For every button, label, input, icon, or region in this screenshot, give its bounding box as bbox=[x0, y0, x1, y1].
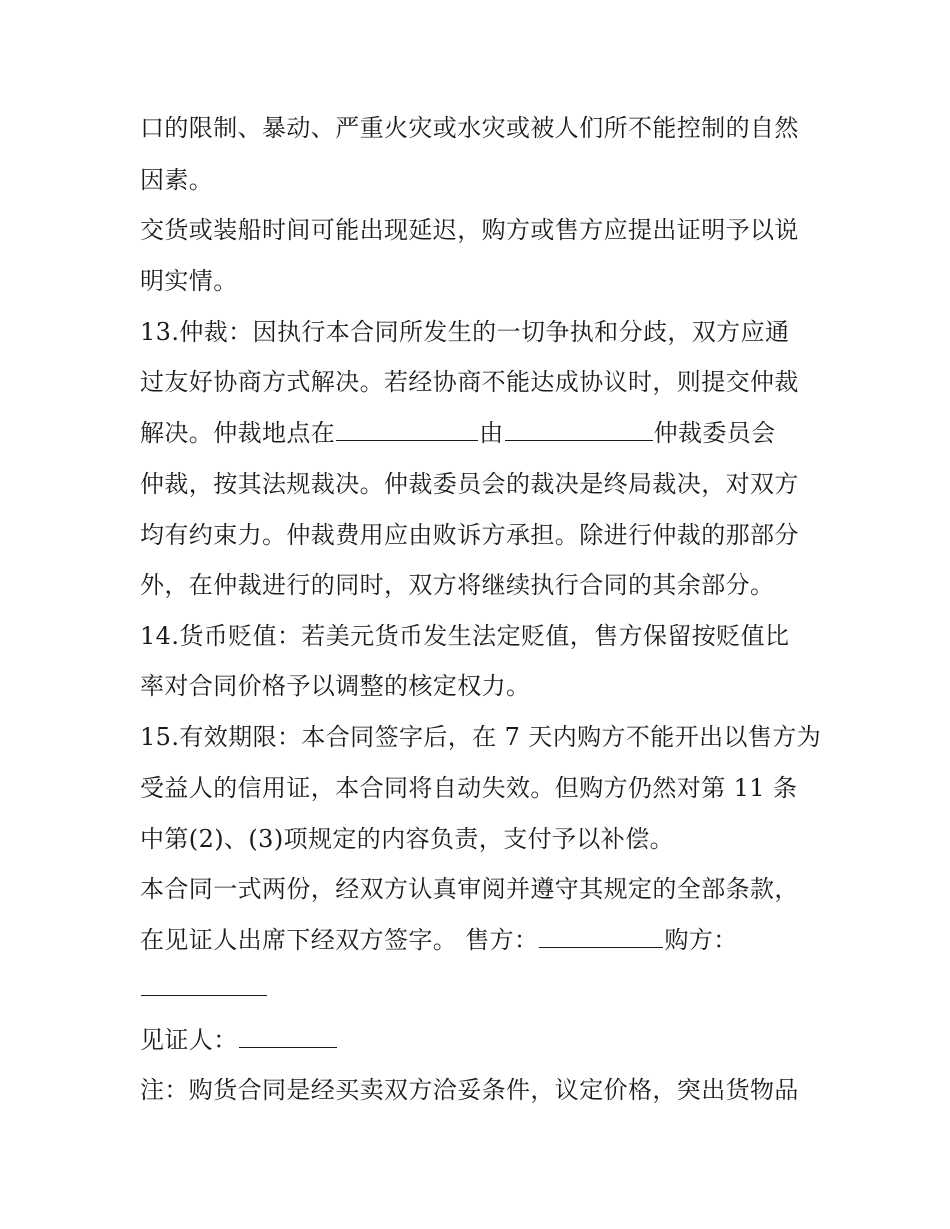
text-line: 因素。 bbox=[140, 166, 214, 194]
text-line: 过友好协商方式解决。若经协商不能达成协议时，则提交仲裁 bbox=[140, 368, 799, 396]
arbitration-place-line bbox=[140, 417, 776, 449]
text-line: 外，在仲裁进行的同时，双方将继续执行合同的其余部分。 bbox=[140, 571, 775, 599]
witness-label: 见证人： bbox=[140, 1026, 238, 1054]
witness-signature-blank[interactable] bbox=[239, 1025, 337, 1048]
text-line: 15.有效期限：本合同签字后，在 7 天内购方不能开出以售方为 bbox=[140, 723, 822, 751]
seller-label: 在见证人出席下经双方签字。 售方： bbox=[140, 926, 539, 954]
text-line: 率对合同价格予以调整的核定权力。 bbox=[140, 672, 531, 700]
text-line: 本合同一式两份，经双方认真审阅并遵守其规定的全部条款， bbox=[140, 875, 799, 903]
witness-line bbox=[140, 1024, 338, 1056]
text-segment: 由 bbox=[479, 419, 504, 447]
text-line: 交货或装船时间可能出现延迟，购方或售方应提出证明予以说 bbox=[140, 216, 799, 244]
text-line: 中第(2)、(3)项规定的内容负责，支付予以补偿。 bbox=[140, 825, 674, 853]
text-line: 14.货币贬值：若美元货币发生法定贬值，售方保留按贬值比 bbox=[140, 622, 790, 650]
text-segment: 解决。仲裁地点在 bbox=[140, 419, 336, 447]
text-line: 口的限制、暴动、严重火灾或水灾或被人们所不能控制的自然 bbox=[140, 114, 799, 142]
text-segment: 仲裁委员会 bbox=[653, 419, 776, 447]
buyer-label: 购方： bbox=[664, 926, 738, 954]
text-line: 明实情。 bbox=[140, 267, 238, 295]
arbitration-place-blank[interactable] bbox=[336, 418, 478, 441]
text-line: 13.仲裁：因执行本合同所发生的一切争执和分歧，双方应通 bbox=[140, 318, 790, 346]
arbitration-committee-blank[interactable] bbox=[505, 418, 653, 441]
text-line: 受益人的信用证，本合同将自动失效。但购方仍然对第 11 条 bbox=[140, 774, 798, 802]
buyer-signature-blank[interactable] bbox=[141, 973, 267, 996]
text-line: 仲裁，按其法规裁决。仲裁委员会的裁决是终局裁决，对双方 bbox=[140, 470, 799, 498]
text-line: 均有约束力。仲裁费用应由败诉方承担。除进行仲裁的那部分 bbox=[140, 521, 799, 549]
text-line: 注：购货合同是经买卖双方洽妥条件，议定价格，突出货物品 bbox=[140, 1076, 799, 1104]
seller-signature-blank[interactable] bbox=[539, 925, 663, 948]
signature-line bbox=[140, 924, 738, 956]
buyer-signature-line bbox=[140, 972, 268, 1004]
